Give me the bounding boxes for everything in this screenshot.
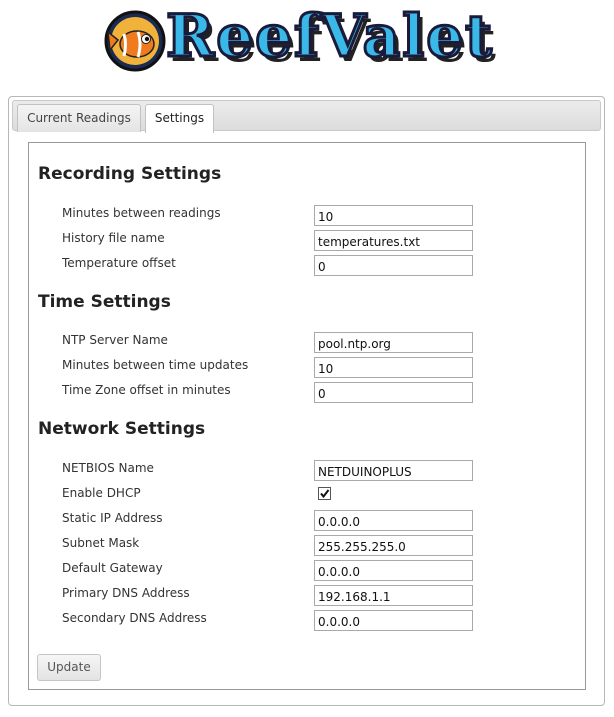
enable-dhcp-checkbox[interactable] bbox=[318, 487, 331, 500]
history-file-name-input[interactable]: temperatures.txt bbox=[314, 230, 473, 251]
time-zone-offset-input[interactable]: 0 bbox=[314, 382, 473, 403]
temperature-offset-label: Temperature offset bbox=[62, 256, 176, 270]
checkmark-icon bbox=[319, 488, 330, 499]
settings-panel bbox=[28, 142, 586, 690]
subnet-mask-input[interactable]: 255.255.255.0 bbox=[314, 535, 473, 556]
secondary-dns-label: Secondary DNS Address bbox=[62, 611, 207, 625]
tab-settings[interactable]: Settings bbox=[145, 104, 214, 133]
tab-bar bbox=[12, 100, 601, 131]
clownfish-icon bbox=[104, 10, 166, 72]
default-gateway-label: Default Gateway bbox=[62, 561, 163, 575]
static-ip-input[interactable]: 0.0.0.0 bbox=[314, 510, 473, 531]
recording-settings-heading: Recording Settings bbox=[38, 164, 222, 184]
primary-dns-label: Primary DNS Address bbox=[62, 586, 190, 600]
tab-current-readings[interactable]: Current Readings bbox=[17, 104, 141, 132]
minutes-between-time-updates-input[interactable]: 10 bbox=[314, 357, 473, 378]
update-button[interactable]: Update bbox=[37, 654, 101, 681]
history-file-name-label: History file name bbox=[62, 231, 165, 245]
netbios-name-label: NETBIOS Name bbox=[62, 461, 154, 475]
logo-wordmark: ReefValet bbox=[166, 2, 494, 70]
reefvalet-logo bbox=[100, 2, 520, 84]
ntp-server-name-label: NTP Server Name bbox=[62, 333, 168, 347]
netbios-name-input[interactable]: NETDUINOPLUS bbox=[314, 460, 473, 481]
primary-dns-input[interactable]: 192.168.1.1 bbox=[314, 585, 473, 606]
enable-dhcp-label: Enable DHCP bbox=[62, 486, 141, 500]
static-ip-label: Static IP Address bbox=[62, 511, 163, 525]
secondary-dns-input[interactable]: 0.0.0.0 bbox=[314, 610, 473, 631]
minutes-between-time-updates-label: Minutes between time updates bbox=[62, 358, 249, 372]
ntp-server-name-input[interactable]: pool.ntp.org bbox=[314, 332, 473, 353]
minutes-between-readings-label: Minutes between readings bbox=[62, 206, 221, 220]
default-gateway-input[interactable]: 0.0.0.0 bbox=[314, 560, 473, 581]
time-settings-heading: Time Settings bbox=[38, 292, 171, 312]
network-settings-heading: Network Settings bbox=[38, 419, 206, 439]
minutes-between-readings-input[interactable]: 10 bbox=[314, 205, 473, 226]
subnet-mask-label: Subnet Mask bbox=[62, 536, 140, 550]
temperature-offset-input[interactable]: 0 bbox=[314, 255, 473, 276]
time-zone-offset-label: Time Zone offset in minutes bbox=[62, 383, 231, 397]
